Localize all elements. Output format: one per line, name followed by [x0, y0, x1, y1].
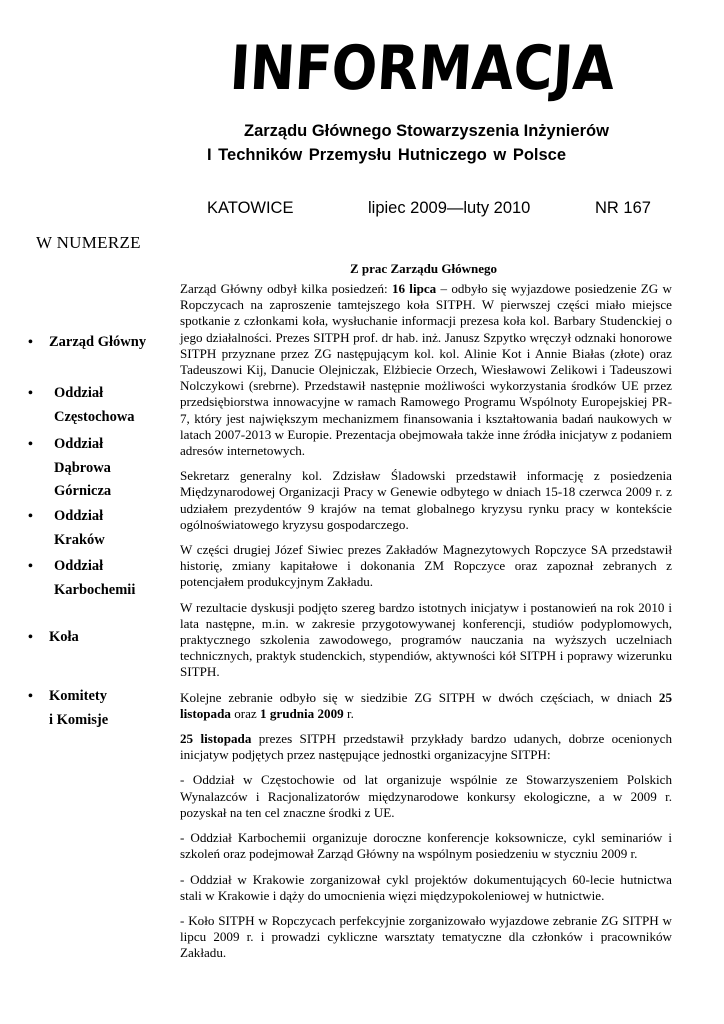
paragraph: Sekretarz generalny kol. Zdzisław Śladowski przedstawił informację z posiedzenia Międzynarodowej Organizacji Pracy w Genewie odbytego w dniach 15-18 czerwca 2009 r. z udziałem prezydentów 9 krajów na temat globalnego kryzysu rynku pracy w kontekście ogólnoświatowego kryzysu gospodarczego.: [180, 468, 672, 532]
masthead-subtitle-line2: I Techników Przemysłu Hutniczego w Polsce: [207, 146, 567, 164]
sidebar-item-label: Górnicza: [54, 483, 112, 499]
sidebar-item-komitety-komisje[interactable]: [28, 685, 108, 732]
bullet-icon: •: [28, 630, 33, 645]
masthead-title: INFORMACJA: [227, 33, 617, 104]
sidebar-item-label: Koła: [49, 629, 79, 645]
sidebar-item-kola[interactable]: [28, 626, 79, 650]
sidebar-item-label: Oddział: [54, 558, 104, 574]
sidebar-item-label: Komitety: [49, 688, 107, 704]
masthead-subtitle-line1: Zarządu Głównego Stowarzyszenia Inżynierów: [244, 122, 609, 140]
bullet-icon: •: [28, 689, 33, 704]
article-body: [180, 281, 672, 971]
paragraph: 25 listopada prezes SITPH przedstawił przykłady bardzo udanych, dobrze ocenionych inicjatyw podjętych przez następujące jednostki organizacyjne SITPH:: [180, 731, 672, 763]
sidebar-item-label: Kraków: [54, 531, 105, 548]
sidebar-title: W NUMERZE: [36, 233, 141, 252]
paragraph: - Oddział Karbochemii organizuje doroczne konferencje koksownicze, cykl seminariów i szkoleń oraz podejmował Zarząd Główny na wspólnym posiedzeniu w styczniu 2009 r.: [180, 830, 672, 862]
paragraph: Zarząd Główny odbył kilka posiedzeń: 16 lipca – odbyło się wyjazdowe posiedzenie ZG w Ropczycach na zaproszenie tamtejszego koła SITPH. W pierwszej części miało miejsce spotkanie z członkami koła, wysłuchanie informacji prezesa koła kol. Barbary Studenckiej o jego działalności. Prezes SITPH prof. dr hab. inż. Janusz Szpytko wręczył odznaki honorowe SITPH przyznane przez ZG następującym kol. kol. Alinie Kot i Annie Białas (złote) oraz Tadeuszowi Kij, Danucie Olejniczak, Elżbiecie Orzech, Wiesławowi Zelikowi i Tadeuszowi Nolczykowi (srebrne). Przedstawił następnie możliwości wykorzystania środków UE przez przedsiębiorstwa innowacyjne w ramach Ramowego Programu Wspólnoty Europejskiej PR-7, który jest największym mechanizmem finansowania i kształtowania badań naukowych w latach 2007-2013 w Europie. Prezentacja obejmowała także inne źródła inicjatyw z podaniem adresów internetowych.: [180, 281, 672, 459]
sidebar-item-dabrowa-gornicza[interactable]: [28, 433, 111, 504]
issue-number: NR 167: [595, 199, 651, 217]
sidebar-item-label: Oddział: [54, 508, 104, 524]
bullet-icon: •: [28, 386, 33, 401]
paragraph: - Oddział w Częstochowie od lat organizuje wspólnie ze Stowarzyszeniem Polskich Wynalazców i Racjonalizatorów międzynarodowe konkursy ekologiczne, a w 2009 r. pozyskał na ten cel znaczne środki z UE.: [180, 772, 672, 820]
sidebar-item-label: Zarząd Główny: [49, 334, 147, 350]
sidebar-item-label: Karbochemii: [54, 581, 136, 598]
issue-period: lipiec 2009—luty 2010: [368, 199, 531, 217]
bullet-icon: •: [28, 437, 33, 452]
bullet-icon: •: [28, 509, 33, 524]
bullet-icon: •: [28, 335, 33, 350]
paragraph: - Koło SITPH w Ropczycach perfekcyjnie zorganizowało wyjazdowe zebranie ZG SITPH w lipcu 2009 r. i prowadzi cykliczne warsztaty tematyczne dla członków i pracowników Zakładu.: [180, 912, 672, 961]
sidebar-item-label: Dąbrowa: [54, 459, 111, 476]
sidebar-item-label: i Komisje: [49, 711, 109, 728]
paragraph: - Oddział w Krakowie zorganizował cykl projektów dokumentujących 60-lecie hutnictwa stali w Krakowie i dąży do umocnienia więzi międzypokoleniowej w hutnictwie.: [180, 871, 672, 903]
sidebar-item-label: Oddział: [54, 436, 104, 452]
sidebar-item-label: Częstochowa: [54, 408, 135, 425]
sidebar-item-karbochemii[interactable]: [28, 555, 135, 602]
sidebar-item-krakow[interactable]: [28, 505, 105, 552]
sidebar-item-zarzad-glowny[interactable]: [28, 331, 146, 355]
bullet-icon: •: [28, 559, 33, 574]
paragraph: W rezultacie dyskusji podjęto szereg bardzo istotnych inicjatyw i postanowień na rok 2010 i lata następne, m.in. w zakresie przygotowywanej konferencji, studiów podyplomowych, praktycznego szkolenia zawodowego, programów nauczania na wyższych uczelniach technicznych, praktyk studenckich, stypendiów, aktywności kół SITPH i poprawy wizerunku SITPH.: [180, 599, 672, 680]
paragraph: W części drugiej Józef Siwiec prezes Zakładów Magnezytowych Ropczyce SA przedstawił historię, zmiany kapitałowe i dokonania ZM Ropczyce oraz zapoznał zebranych z potencjałem produkcyjnym Zakładu.: [180, 542, 672, 590]
article-title: Z prac Zarządu Głównego: [350, 261, 497, 276]
paragraph: Kolejne zebranie odbyło się w siedzibie ZG SITPH w dwóch częściach, w dniach 25 listopada oraz 1 grudnia 2009 r.: [180, 689, 672, 721]
issue-city: KATOWICE: [207, 199, 294, 217]
sidebar-item-czestochowa[interactable]: [28, 382, 135, 429]
sidebar-item-label: Oddział: [54, 385, 104, 401]
